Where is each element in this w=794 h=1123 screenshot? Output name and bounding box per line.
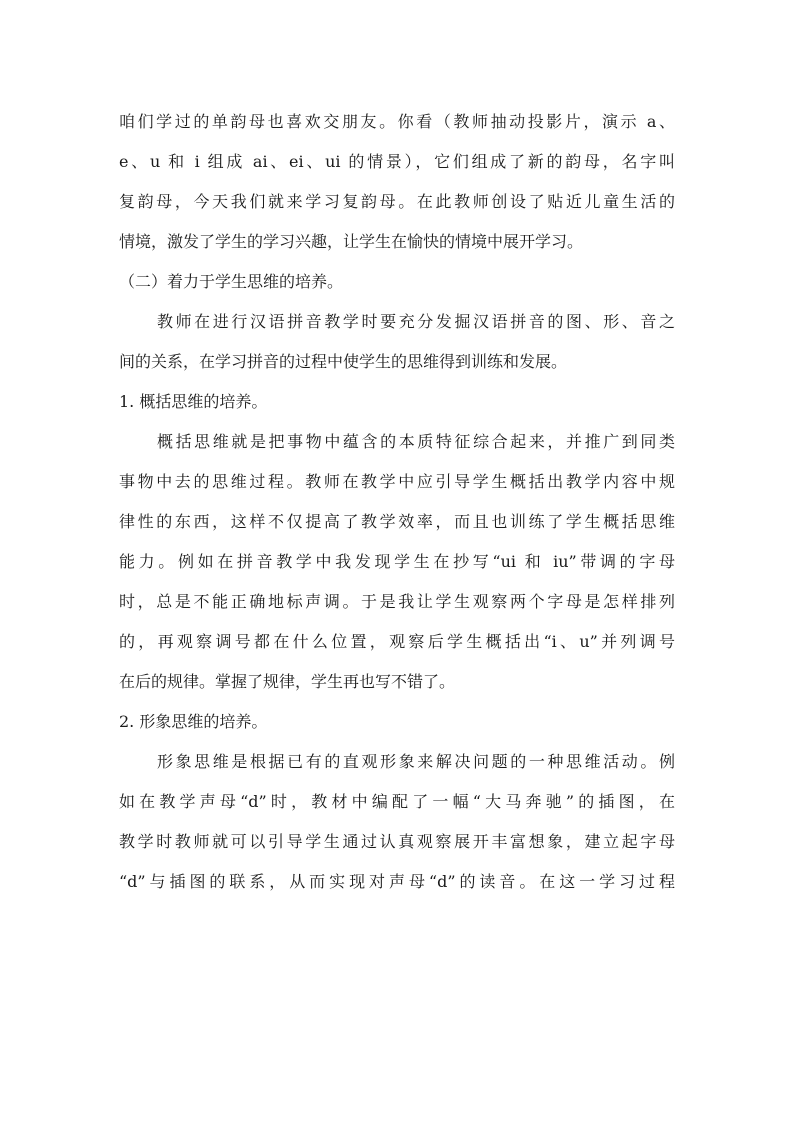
paragraph-line: 如在教学声母“d”时，教材中编配了一幅“大马奔驰”的插图，在 [119, 792, 675, 811]
paragraph-line: 情境，激发了学生的学习兴趣，让学生在愉快的情境中展开学习。 [119, 232, 584, 251]
paragraph-line: 间的关系，在学习拼音的过程中使学生的思维得到训练和发展。 [119, 352, 568, 371]
subsection-heading: 1. 概括思维的培养。 [119, 392, 268, 411]
paragraph-line: 时，总是不能正确地标声调。于是我让学生观察两个字母是怎样排列 [119, 592, 675, 611]
paragraph-line: 的，再观察调号都在什么位置，观察后学生概括出“i、u”并列调号 [119, 632, 675, 651]
subsection-heading: 2. 形象思维的培养。 [119, 712, 268, 731]
paragraph-line: 形象思维是根据已有的直观形象来解决问题的一种思维活动。例 [157, 752, 675, 771]
paragraph-line: 教学时教师就可以引导学生通过认真观察展开丰富想象，建立起字母 [119, 832, 675, 851]
paragraph-line: 概括思维就是把事物中蕴含的本质特征综合起来，并推广到同类 [157, 432, 675, 451]
paragraph-line: 事物中去的思维过程。教师在教学中应引导学生概括出教学内容中规 [119, 472, 675, 491]
paragraph-line: 复韵母，今天我们就来学习复韵母。在此教师创设了贴近儿童生活的 [119, 192, 675, 211]
paragraph-line: 咱们学过的单韵母也喜欢交朋友。你看（教师抽动投影片，演示 a、 [119, 112, 675, 131]
paragraph-line: e、u 和 i 组成 ai、ei、ui 的情景），它们组成了新的韵母，名字叫 [119, 152, 675, 171]
paragraph-line: 教师在进行汉语拼音教学时要充分发掘汉语拼音的图、形、音之 [157, 312, 675, 331]
document-body [119, 102, 675, 902]
paragraph-line: 在后的规律。掌握了规律，学生再也写不错了。 [119, 672, 456, 691]
paragraph-line: 能力。例如在拼音教学中我发现学生在抄写“ui 和 iu”带调的字母 [119, 552, 675, 571]
paragraph-line: “d”与插图的联系，从而实现对声母“d”的读音。在这一学习过程 [119, 872, 675, 891]
section-heading: （二）着力于学生思维的培养。 [119, 272, 344, 291]
paragraph-line: 律性的东西，这样不仅提高了教学效率，而且也训练了学生概括思维 [119, 512, 675, 531]
